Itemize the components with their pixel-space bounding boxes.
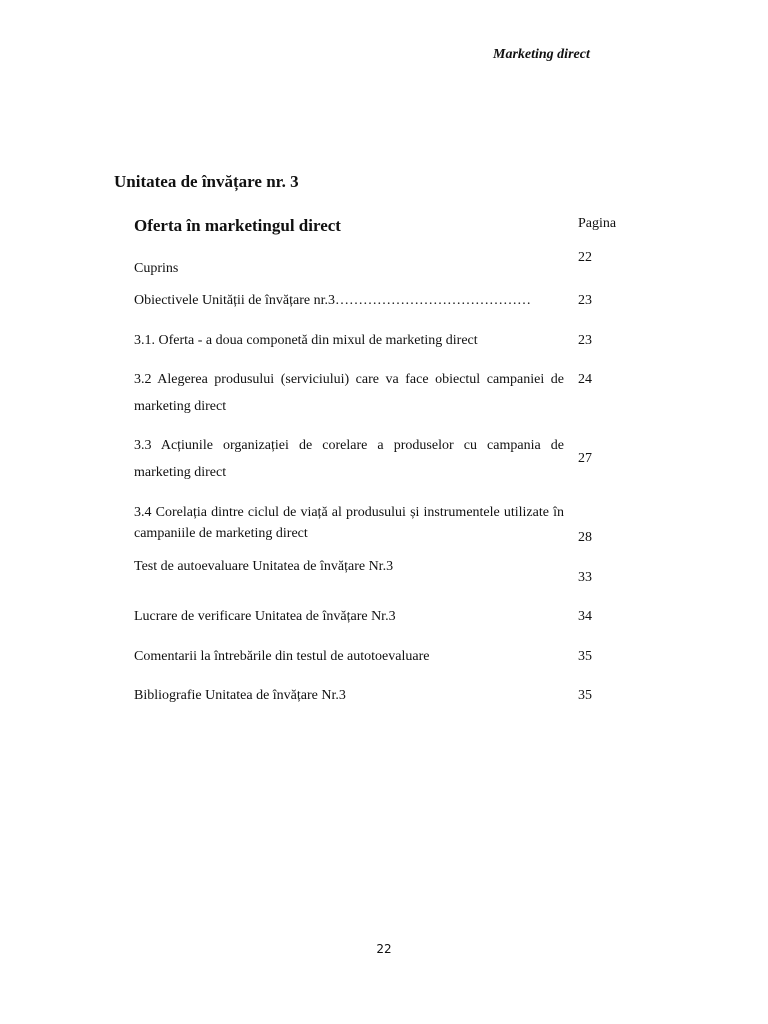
- toc-entry-page: 34: [578, 609, 592, 624]
- running-header: Marketing direct: [493, 47, 590, 62]
- unit-title: Unitatea de învățare nr. 3: [114, 172, 299, 191]
- toc-entry-page: 22: [578, 250, 592, 265]
- toc-entry-text: Cuprins: [134, 261, 179, 276]
- toc-entry-page: 35: [578, 688, 592, 703]
- toc-entry-text: Lucrare de verificare Unitatea de învățare Nr.3: [134, 609, 396, 624]
- toc-entry-text: 3.4 Corelația dintre ciclul de viață al produsului și instrumentele utilizate în campaniile de marketing direct: [134, 505, 564, 541]
- toc-entry-text: 3.3 Acțiunile organizației de corelare a produselor cu campania de marketing direct: [134, 438, 564, 480]
- toc-entry-text: 3.2 Alegerea produsului (serviciului) care va face obiectul campaniei de marketing direct: [134, 372, 564, 414]
- toc-entry-page: 24: [578, 372, 592, 387]
- page-number: 22: [376, 942, 392, 956]
- toc-entry-page: 23: [578, 333, 592, 348]
- toc-entry-text: Comentarii la întrebările din testul de autotoevaluare: [134, 649, 430, 664]
- page-column-label: Pagina: [578, 216, 617, 231]
- toc-entry-text: Test de autoevaluare Unitatea de învățare Nr.3: [134, 559, 394, 574]
- toc-entry-page: 23: [578, 293, 592, 308]
- toc-entry-page: 28: [578, 530, 592, 545]
- toc-entry-text: Bibliografie Unitatea de învățare Nr.3: [134, 688, 346, 703]
- toc-entry-text: 3.1. Oferta - a doua componetă din mixul de marketing direct: [134, 333, 478, 348]
- toc-entry-text: Obiectivele Unității de învățare nr.3……………………………………: [134, 293, 531, 308]
- toc-entry-page: 33: [578, 570, 592, 585]
- toc-entry-page: 27: [578, 451, 592, 466]
- toc-heading: Oferta în marketingul direct: [134, 216, 341, 235]
- toc-entry-page: 35: [578, 649, 592, 664]
